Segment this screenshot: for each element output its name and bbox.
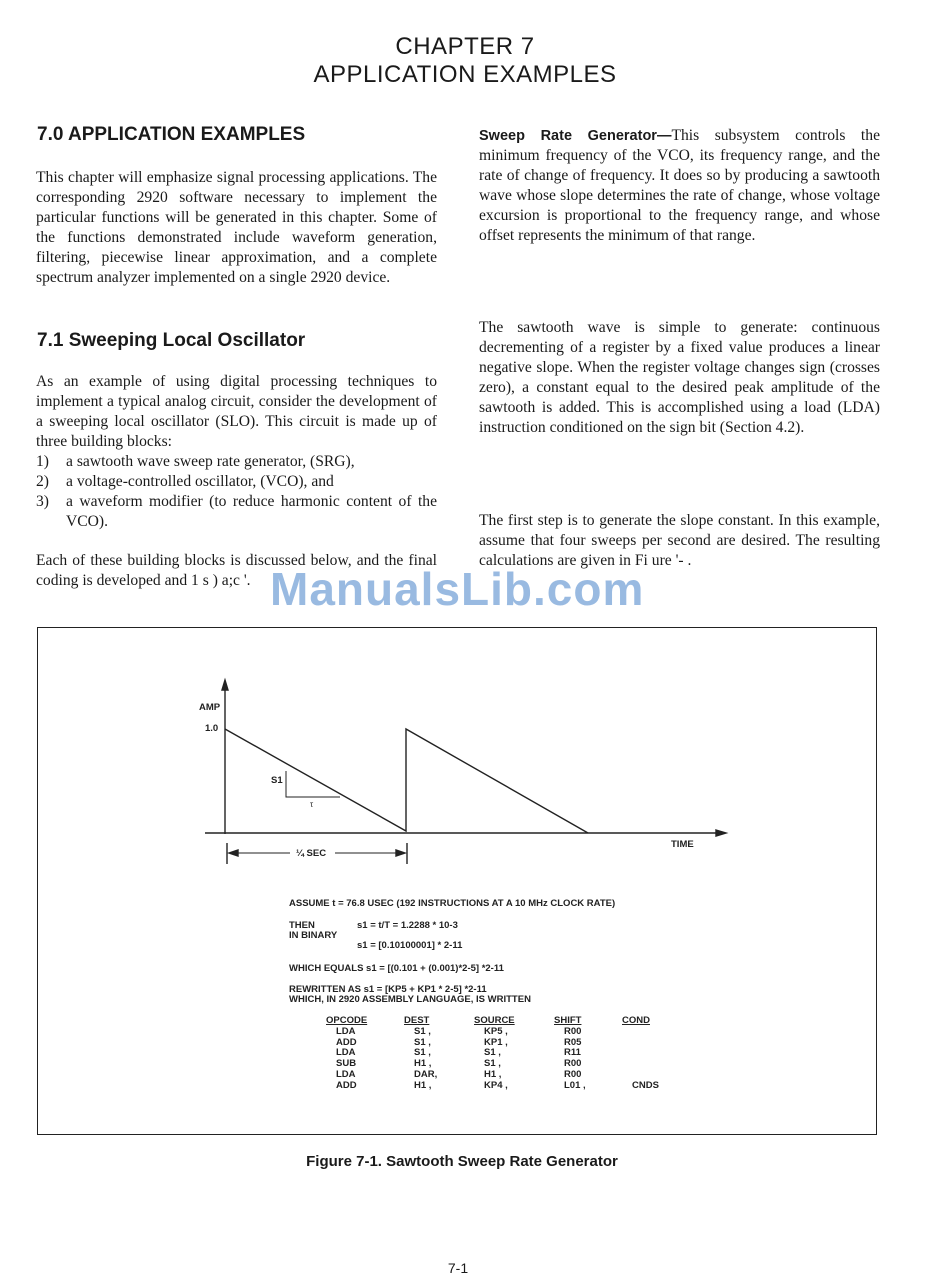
period-arrow-left	[229, 850, 238, 856]
section-7-0-heading: 7.0 APPLICATION EXAMPLES	[37, 124, 306, 145]
in-binary-label: IN BINARY	[289, 930, 338, 941]
table-cell: LDA	[336, 1068, 356, 1080]
table-cell: CNDS	[632, 1079, 659, 1091]
table-cell: LDA	[336, 1047, 356, 1059]
table-row	[322, 1038, 692, 1049]
table-header: SHIFT	[554, 1015, 582, 1026]
table-cell: KP5 ,	[484, 1025, 508, 1037]
which-equals-line: WHICH EQUALS s1 = [(0.101 + (0.001)*2-5] *2-11	[289, 963, 504, 974]
list-text: a voltage-controlled oscillator, (VCO), and	[66, 473, 334, 490]
then-label: THEN	[289, 920, 315, 931]
table-row	[322, 1081, 692, 1092]
chapter-number: CHAPTER 7	[395, 33, 535, 60]
assume-line: ASSUME t = 76.8 USEC (192 INSTRUCTIONS AT A 10 MHz CLOCK RATE)	[289, 898, 616, 909]
assembly-line: WHICH, IN 2920 ASSEMBLY LANGUAGE, IS WRITTEN	[289, 994, 531, 1005]
tau-label: τ	[310, 800, 314, 809]
table-cell: H1 ,	[414, 1079, 432, 1091]
table-cell: R00	[564, 1058, 582, 1070]
slope-constant-paragraph: The first step is to generate the slope constant. In this example, assume that four sweeps per second are desired. The resulting calculations are given in Fi ure '- .	[479, 512, 880, 569]
table-cell: S1 ,	[484, 1058, 501, 1070]
table-header: DEST	[404, 1015, 430, 1026]
table-header: SOURCE	[474, 1015, 515, 1026]
figure-caption: Figure 7-1. Sawtooth Sweep Rate Generator	[306, 1153, 618, 1170]
period-arrow-right	[396, 850, 405, 856]
period-label: ¼ SEC	[296, 848, 327, 859]
table-cell: R05	[564, 1036, 582, 1048]
amp-label: AMP	[199, 702, 221, 713]
table-cell: S1 ,	[414, 1025, 431, 1037]
table-cell: S1 ,	[414, 1036, 431, 1048]
then-expression: s1 = t/T = 1.2288 * 10-3	[357, 920, 458, 931]
table-cell: SUB	[336, 1058, 357, 1070]
table-cell: ADD	[336, 1079, 357, 1091]
table-cell: H1 ,	[414, 1058, 432, 1070]
table-cell: H1 ,	[484, 1068, 502, 1080]
srg-lead: Sweep Rate Generator—	[479, 128, 672, 144]
table-cell	[632, 1059, 692, 1070]
srg-body: This subsystem controls the minimum frequency of the VCO, its frequency range, and the rate of change of frequency. It does so by producing a sawtooth wave whose slope determines the rate of change, whose voltage excursion is proportional to the frequency range, and whose offset represents the minimum of that range.	[479, 127, 880, 244]
section-7-0-body: This chapter will emphasize signal processing applications. The corresponding 2920 software necessary to implement the particular functions will be generated in this chapter. Some of the functions demonstrated include waveform generation, filtering, piecewise linear approximation, and a complete spectrum analyzer implemented on a single 2920 device.	[36, 169, 437, 286]
table-cell: L01 ,	[564, 1079, 586, 1091]
table-cell: DAR,	[414, 1068, 438, 1080]
table-header: COND	[622, 1015, 650, 1026]
table-cell: R00	[564, 1025, 582, 1037]
table-cell: R11	[564, 1047, 581, 1059]
table-cell: ADD	[336, 1036, 357, 1048]
watermark: ManualsLib.com	[270, 563, 645, 615]
page-number: 7-1	[447, 1260, 469, 1276]
table-cell	[632, 1048, 692, 1059]
list-number: 2)	[36, 473, 49, 490]
table-cell: LDA	[336, 1025, 356, 1037]
x-axis-arrow	[716, 830, 726, 836]
s1-label: S1	[271, 775, 283, 786]
list-number: 1)	[36, 453, 49, 470]
slope-triangle	[286, 771, 340, 797]
table-cell: KP1 ,	[484, 1036, 508, 1048]
table-cell: KP4 ,	[484, 1079, 508, 1091]
table-row	[322, 1059, 692, 1070]
table-row	[322, 1048, 692, 1059]
binary-expression: s1 = [0.10100001] * 2-11	[357, 940, 463, 951]
y-axis-arrow	[222, 680, 228, 690]
table-cell: S1 ,	[414, 1047, 431, 1059]
rewritten-line: REWRITTEN AS s1 = [KP5 + KP1 * 2-5] *2-11	[289, 984, 487, 995]
table-header: OPCODE	[326, 1015, 368, 1026]
section-7-1-body: As an example of using digital processing techniques to implement a typical analog circuit, consider the development of a sweeping local oscillator (SLO). This circuit is made up of three building blocks:	[36, 373, 437, 450]
amp-value: 1.0	[205, 723, 219, 734]
table-cell: R00	[564, 1068, 582, 1080]
section-7-1-closing: Each of these building blocks is discussed below, and the final coding is developed and 1 s ) a;c '.	[36, 552, 437, 589]
assembly-table	[322, 1016, 692, 1092]
table-cell	[632, 1027, 692, 1038]
list-text: a waveform modifier (to reduce harmonic content of the VCO).	[66, 493, 437, 530]
table-cell	[632, 1038, 692, 1049]
time-label: TIME	[671, 839, 694, 850]
table-cell: S1 ,	[484, 1047, 501, 1059]
table-row	[322, 1027, 692, 1038]
sawtooth-paragraph: The sawtooth wave is simple to generate: continuous decrementing of a register by a fixed value produces a linear negative slope. When the register voltage changes sign (crosses zero), a constant equal to the desired peak amplitude of the sawtooth is added. This is accomplished using a load (LDA) instruction conditioned on the sign bit (Section 4.2).	[479, 319, 880, 436]
list-text: a sawtooth wave sweep rate generator, (SRG),	[66, 453, 355, 470]
list-number: 3)	[36, 493, 49, 510]
section-7-1-heading: 7.1 Sweeping Local Oscillator	[37, 330, 306, 351]
chapter-title: APPLICATION EXAMPLES	[313, 61, 617, 88]
